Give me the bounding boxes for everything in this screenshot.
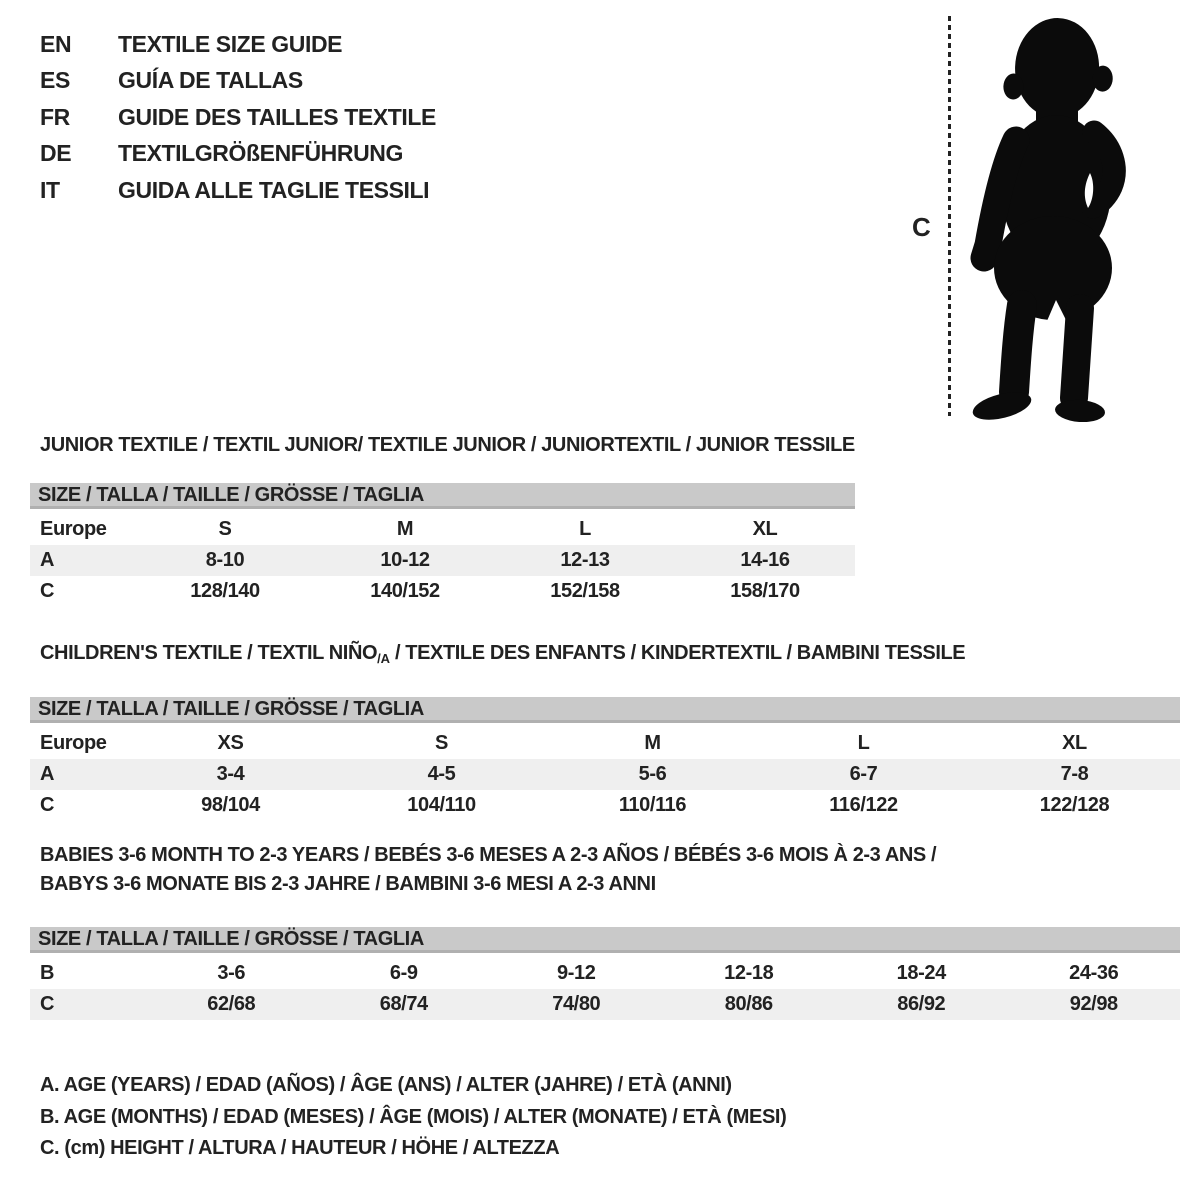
legend-note: B. AGE (MONTHS) / EDAD (MESES) / ÂGE (MOIS) / ALTER (MONATE) / ETÀ (MESI) [40,1105,787,1128]
table-cell: 12-13 [560,549,610,571]
row-label: C [40,794,55,816]
language-header [40,26,436,208]
table-cell: XL [752,518,778,540]
table-cell: 9-12 [557,962,596,984]
table-cell: 62/68 [207,993,256,1015]
table-cell: 24-36 [1069,962,1119,984]
language-code: DE [40,140,72,167]
legend-note: A. AGE (YEARS) / EDAD (AÑOS) / ÂGE (ANS) / ALTER (JAHRE) / ETÀ (ANNI) [40,1074,732,1096]
language-row [40,99,436,135]
language-code: ES [40,67,70,94]
title-text: / TEXTILE DES ENFANTS / KINDERTEXTIL / BAMBINI TESSILE [389,642,966,664]
section-title [30,841,970,899]
table-cell: 104/110 [407,794,476,816]
table-row [30,514,855,545]
table-cell: 8-10 [205,549,245,571]
toddler-silhouette-icon [956,10,1148,422]
table-row [30,759,1180,790]
table-row [30,790,1180,821]
table-cell: L [857,732,870,754]
title-text: JUNIOR TEXTILE / TEXTIL JUNIOR/ TEXTILE JUNIOR / JUNIORTEXTIL / JUNIOR TESSILE [40,434,855,456]
section-childrens-textile [30,641,1180,821]
title-text: BABIES 3-6 MONTH TO 2-3 YEARS / BEBÉS 3-6 MESES A 2-3 AÑOS / BÉBÉS 3-6 MOIS À 2-3 ANS / BABYS 3-6 MONATE BIS 2-3 JAHRE / BAMBINI 3-6 MESI A 2-3 ANNI [40,844,937,895]
section-babies-textile [30,841,1180,1020]
row-label: A [40,549,55,571]
table-cell: S [218,518,232,540]
table-cell: 140/152 [370,580,440,602]
table-cell: 152/158 [550,580,620,602]
language-title: GUIDA ALLE TAGLIE TESSILI [118,176,430,203]
table-cell: XS [217,732,244,754]
row-label: C [40,580,55,602]
size-header-bar: SIZE / TALLA / TAILLE / GRÖSSE / TAGLIA [30,927,1180,953]
table-cell: 3-6 [217,962,246,984]
row-label: B [40,962,55,984]
table-cell: 92/98 [1069,993,1118,1015]
table-cell: 98/104 [201,794,260,816]
table-cell: 12-18 [724,962,774,984]
table-cell: 122/128 [1039,794,1110,816]
table-cell: 7-8 [1060,763,1089,785]
row-label: A [40,763,55,785]
language-title: TEXTILGRÖßENFÜHRUNG [118,140,403,167]
row-label: Europe [40,518,107,540]
table-cell: M [396,518,414,540]
section-title [30,433,855,457]
table-cell: 6-7 [849,763,878,785]
legend-notes [40,1070,786,1165]
table-cell: 10-12 [380,549,430,571]
table-cell: 74/80 [552,993,601,1015]
table-cell: 116/122 [829,794,898,816]
language-row [40,172,436,208]
size-header-bar: SIZE / TALLA / TAILLE / GRÖSSE / TAGLIA [30,697,1180,723]
language-title: TEXTILE SIZE GUIDE [118,31,343,57]
legend-note: C. (cm) HEIGHT / ALTURA / HAUTEUR / HÖHE / ALTEZZA [40,1137,560,1159]
title-subscript: /A [377,651,390,666]
table-cell: XL [1062,732,1087,754]
table-cell: 6-9 [389,962,418,984]
table-row [30,728,1180,759]
row-label: Europe [40,732,107,754]
language-row [40,62,436,98]
table-cell: 158/170 [730,580,800,602]
table-cell: S [435,732,448,754]
table-cell: 3-4 [216,763,245,785]
table-row [30,958,1180,989]
height-measure-line [948,16,951,416]
language-row [40,135,436,171]
table-cell: 110/116 [618,794,687,816]
table-cell: 128/140 [190,580,260,602]
language-title: GUÍA DE TALLAS [118,67,303,94]
title-text: CHILDREN'S TEXTILE / TEXTIL NIÑO [40,642,378,664]
table-cell: 86/92 [897,993,946,1015]
section-title [30,641,1180,671]
language-title: GUIDE DES TAILLES TEXTILE [118,103,436,130]
language-code: IT [40,176,60,203]
size-header-bar: SIZE / TALLA / TAILLE / GRÖSSE / TAGLIA [30,483,855,509]
section-junior-textile [30,433,855,607]
language-code: EN [40,31,72,57]
table-cell: 68/74 [379,993,428,1015]
table-cell: 4-5 [427,763,456,785]
table-row [30,545,855,576]
language-row [40,26,436,62]
language-code: FR [40,103,70,130]
table-cell: 5-6 [638,763,667,785]
table-cell: 14-16 [740,549,790,571]
table-row [30,576,855,607]
height-measure-label: C [912,212,931,242]
table-cell: L [579,518,591,540]
table-cell: 18-24 [896,962,946,984]
row-label: C [40,993,55,1015]
table-cell: M [644,732,661,754]
table-row [30,989,1180,1020]
table-cell: 80/86 [724,993,773,1015]
